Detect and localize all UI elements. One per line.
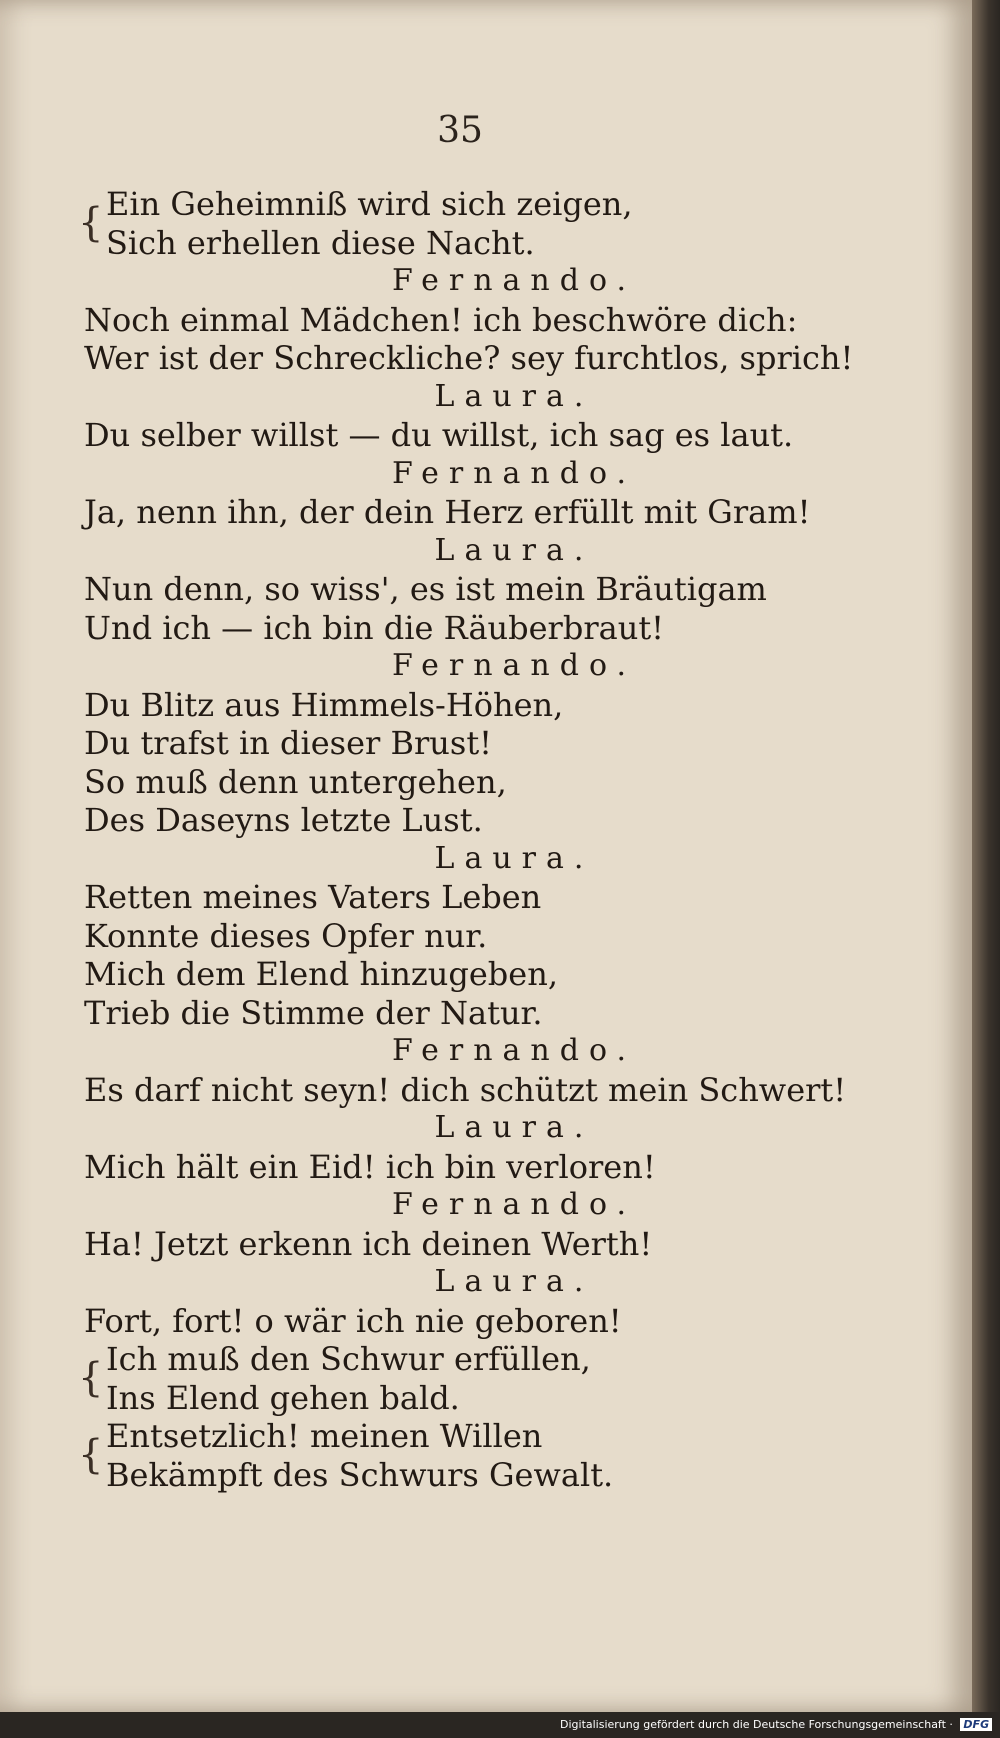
speaker-name: Fernando. — [391, 263, 637, 298]
verse-line: Des Daseyns letzte Lust. — [84, 801, 483, 839]
verse-line: Ha! Jetzt erkenn ich deinen Werth! — [84, 1224, 653, 1263]
speaker-name: Fernando. — [391, 1033, 637, 1068]
verse-line: Ich muß den Schwur erfüllen, — [106, 1340, 591, 1378]
verse-line: Sich erhellen diese Nacht. — [106, 223, 535, 262]
verse-line: Mich dem Elend hinzugeben, — [84, 955, 558, 993]
verse-line: Konnte dieses Opfer nur. — [84, 916, 488, 955]
verse-line: Ja, nenn ihn, der dein Herz erfüllt mit Gram! — [84, 493, 811, 531]
verse-line: Und ich — ich bin die Räuberbraut! — [84, 608, 665, 647]
speaker-name: Laura. — [434, 840, 594, 876]
verse-line: Trieb die Stimme der Natur. — [84, 993, 543, 1032]
verse-line: Ins Elend gehen bald. — [106, 1378, 460, 1417]
verse-line: Ein Geheimniß wird sich zeigen, — [106, 185, 633, 223]
verse-line: Nun denn, so wiss', es ist mein Bräutigam — [84, 570, 767, 608]
verse-line: Wer ist der Schreckliche? sey furchtlos, sprich! — [84, 339, 854, 377]
speaker-name: Laura. — [434, 378, 594, 414]
verse-line: Bekämpft des Schwurs Gewalt. — [106, 1455, 614, 1494]
page-number: 35 — [437, 110, 483, 151]
credit-text: Digitalisierung gefördert durch die Deutsche Forschungsgemeinschaft · — [560, 1718, 953, 1731]
speaker-name: Fernando. — [391, 1187, 637, 1222]
digitization-credit — [560, 1718, 992, 1731]
verse-line: Du selber willst — du willst, ich sag es laut. — [84, 416, 794, 454]
verse-line: Es darf nicht seyn! dich schützt mein Schwert! — [84, 1070, 847, 1109]
speaker-name: Fernando. — [391, 455, 637, 491]
verse-brace: { — [78, 1432, 104, 1478]
verse-brace: { — [78, 200, 104, 246]
speaker-name: Laura. — [434, 1264, 594, 1299]
verse-line: So muß denn untergehen, — [84, 762, 507, 801]
speaker-name: Fernando. — [391, 648, 637, 683]
book-edge — [972, 0, 1000, 1712]
speaker-name: Laura. — [434, 532, 594, 568]
verse-line: Noch einmal Mädchen! ich beschwöre dich: — [84, 300, 798, 339]
verse-line: Fort, fort! o wär ich nie geboren! — [84, 1301, 622, 1340]
dfg-logo: DFG — [960, 1718, 992, 1731]
verse-line: Mich hält ein Eid! ich bin verloren! — [84, 1147, 656, 1186]
verse-brace: { — [78, 1355, 104, 1401]
text-body — [78, 185, 884, 1494]
speaker-name: Laura. — [434, 1110, 594, 1145]
verse-line: Retten meines Vaters Leben — [84, 878, 542, 916]
verse-line: Du trafst in dieser Brust! — [84, 724, 493, 762]
verse-line: Entsetzlich! meinen Willen — [106, 1417, 543, 1455]
verse-line: Du Blitz aus Himmels-Höhen, — [84, 685, 564, 724]
